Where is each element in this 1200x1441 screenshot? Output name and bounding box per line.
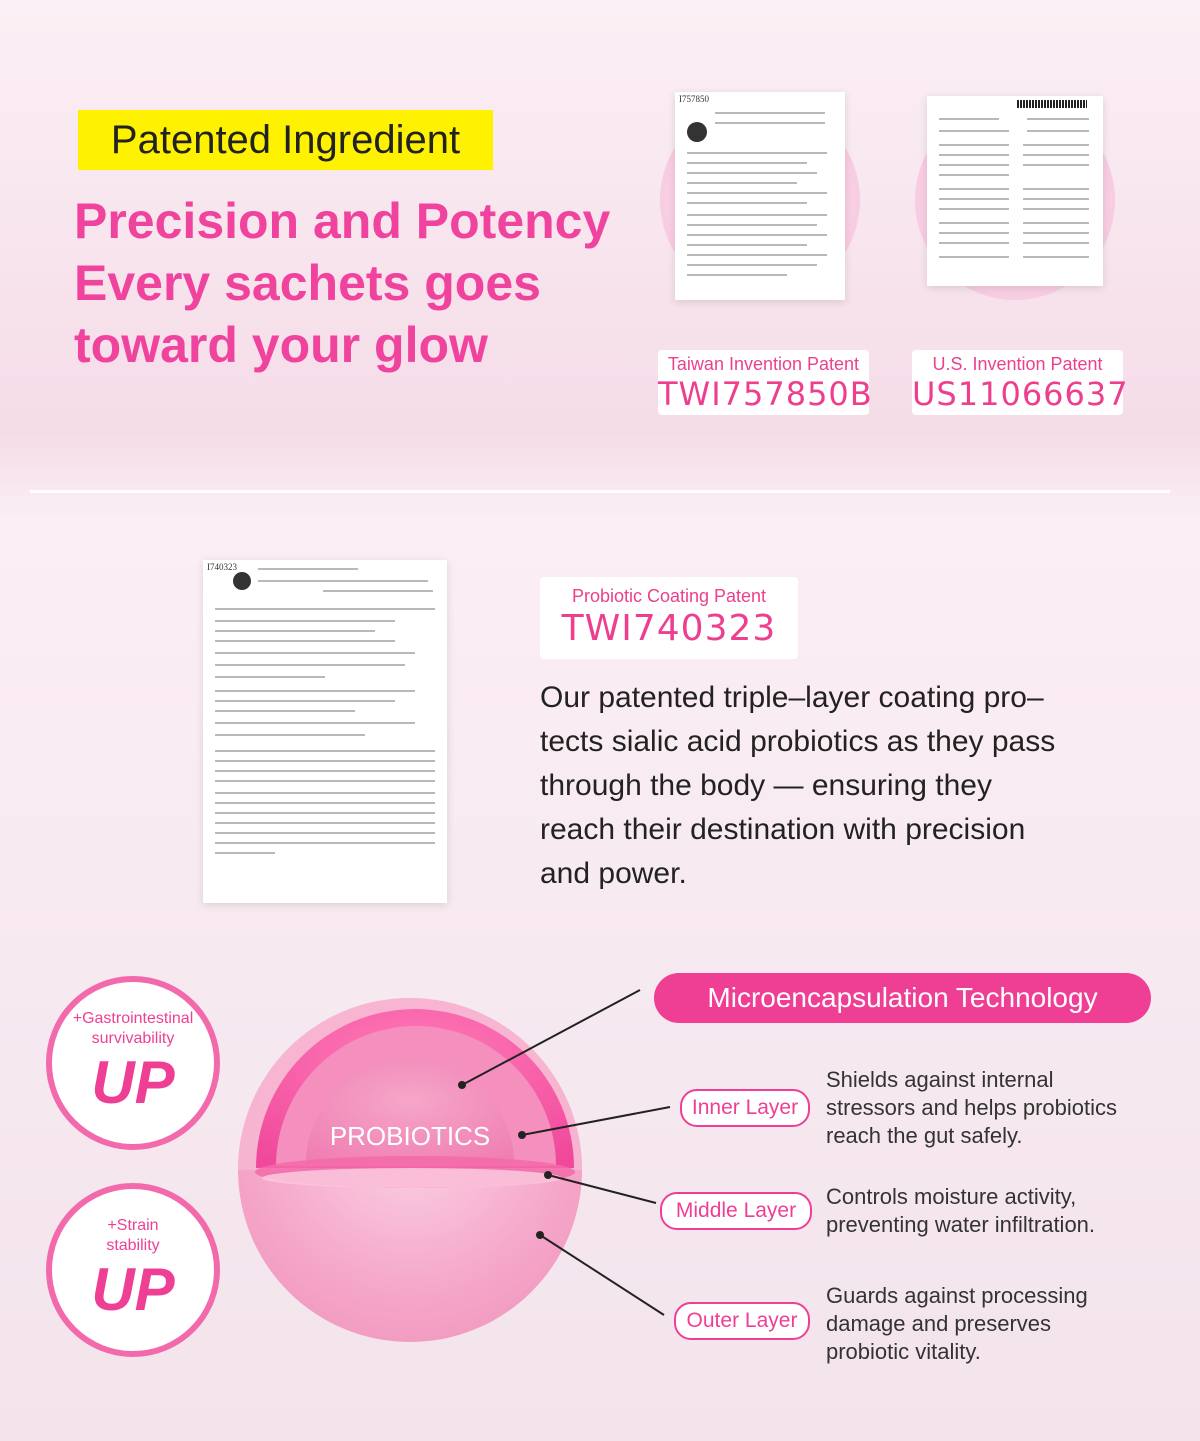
headline-line: Precision and Potency [74,193,611,249]
benefit-text: survivability [91,1030,175,1047]
desc-line: reach the gut safely. [826,1123,1023,1148]
up-label: UP [91,1256,175,1323]
desc-line: preventing water infiltration. [826,1212,1096,1237]
taiwan-patent-label: Taiwan Invention Patent [667,353,860,374]
taiwan-patent-doc-code: I757850 [679,94,709,104]
benefit-text: +Gastrointestinal [72,1010,194,1027]
body-line: and power. [540,857,687,890]
taiwan-patent-card [658,350,873,415]
body-line: reach their destination with precision [540,813,1026,846]
outer-layer-label: Outer Layer [674,1302,810,1340]
up-label: UP [91,1049,175,1116]
desc-line: Guards against processing [826,1283,1088,1308]
us-patent-number: US11066637 [912,374,1129,413]
microencapsulation-technology-label: Microencapsulation Technology [654,973,1151,1023]
patent-office-seal-icon [687,122,707,142]
coating-patent-card [540,577,798,659]
benefit-text: stability [106,1237,160,1254]
body-line: through the body — ensuring they [540,769,992,802]
body-line: tects sialic acid probiotics as they pass [540,725,1056,758]
coating-patent-number: TWI740323 [561,608,777,649]
section-divider [30,490,1170,493]
patented-ingredient-tag: Patented Ingredient [78,110,493,170]
middle-layer-description [826,1183,1186,1239]
coating-description [540,676,1160,896]
desc-line: Controls moisture activity, [826,1184,1077,1209]
coating-patent-document [203,560,447,903]
headline-line: toward your glow [74,317,488,373]
coating-patent-doc-code: I740323 [207,562,237,572]
inner-layer-description [826,1066,1186,1150]
coating-patent-label: Probiotic Coating Patent [571,586,767,606]
desc-line: Shields against internal [826,1067,1054,1092]
us-patent-document [915,100,1115,300]
us-patent-label: U.S. Invention Patent [932,353,1103,374]
taiwan-patent-number: TWI757850B [658,374,873,413]
us-patent-card [912,350,1129,415]
middle-layer-label: Middle Layer [660,1192,812,1230]
probiotics-label: PROBIOTICS [329,1121,491,1151]
taiwan-patent-document [660,94,860,300]
headline-line: Every sachets goes [74,255,541,311]
desc-line: damage and preserves [826,1311,1052,1336]
patent-office-seal-icon [233,572,251,590]
headline [74,190,634,376]
desc-line: probiotic vitality. [826,1339,981,1364]
benefit-text: +Strain [107,1217,159,1234]
body-line: Our patented triple–layer coating pro– [540,681,1044,714]
outer-layer-description [826,1282,1186,1366]
inner-layer-label: Inner Layer [680,1089,810,1127]
barcode-icon [1017,100,1087,108]
desc-line: stressors and helps probiotics [826,1095,1118,1120]
